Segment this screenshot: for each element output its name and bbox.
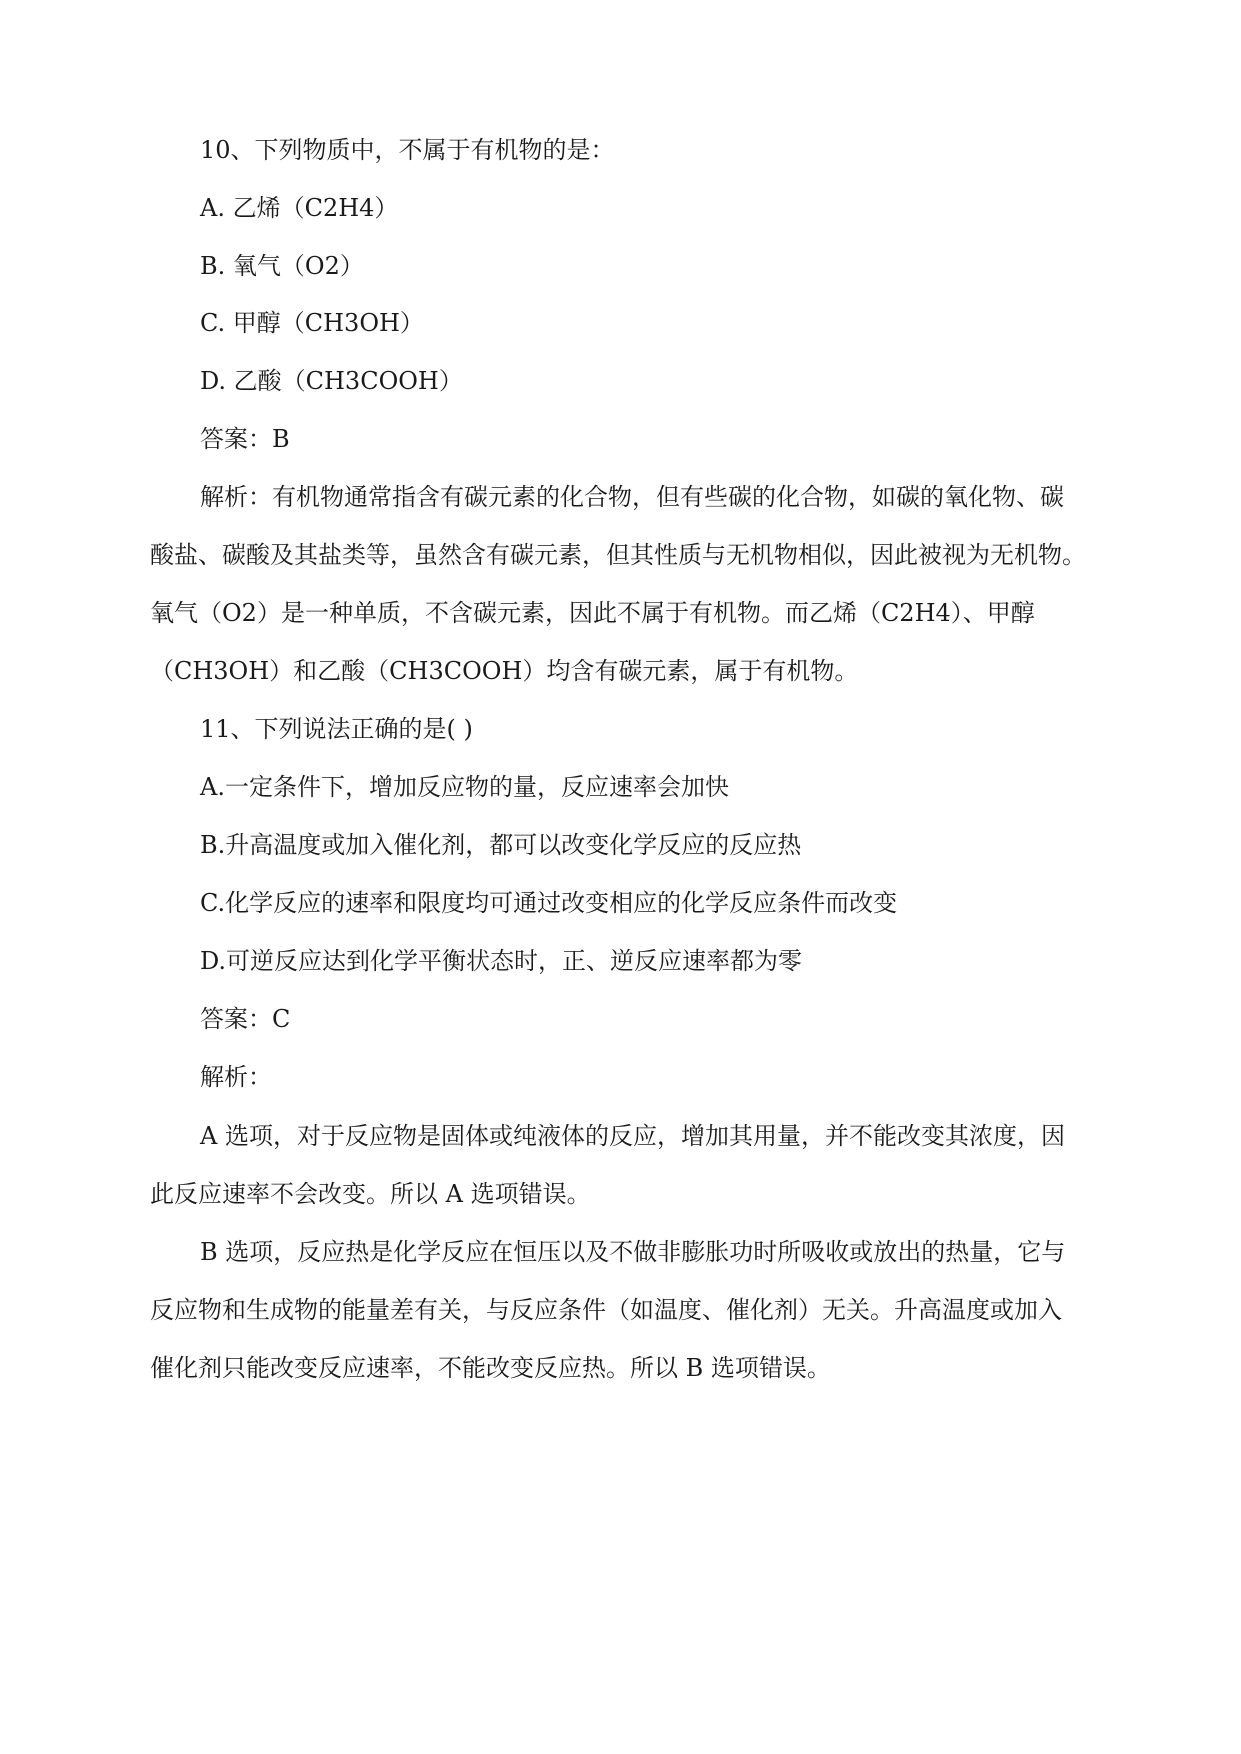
q11-para-a-line-1: A 选项，对于反应物是固体或纯液体的反应，增加其用量，并不能改变其浓度，因 [200,1122,1065,1150]
q10-analysis-line-1: 解析：有机物通常指含有碳元素的化合物，但有些碳的化合物，如碳的氧化物、碳 [200,483,1064,511]
q10-analysis-line-3: 氧气（O2）是一种单质，不含碳元素，因此不属于有机物。而乙烯（C2H4）、甲醇 [150,599,1035,627]
q11-option-b: B.升高温度或加入催化剂，都可以改变化学反应的反应热 [200,831,802,859]
q10-option-b: B. 氧气（O2） [200,252,364,280]
q10-option-a: A. 乙烯（C2H4） [200,194,399,222]
q10-answer: 答案：B [200,425,290,453]
q11-answer: 答案：C [200,1005,291,1033]
q11-option-a: A.一定条件下，增加反应物的量，反应速率会加快 [200,773,729,801]
q10-analysis-line-4: （CH3OH）和乙酸（CH3COOH）均含有碳元素，属于有机物。 [150,657,859,685]
q10-question: 10、下列物质中，不属于有机物的是： [200,136,615,164]
q11-option-c: C.化学反应的速率和限度均可通过改变相应的化学反应条件而改变 [200,889,898,917]
q11-para-a-line-2: 此反应速率不会改变。所以 A 选项错误。 [150,1180,591,1208]
q11-analysis-label: 解析： [200,1063,272,1091]
q11-option-d: D.可逆反应达到化学平衡状态时，正、逆反应速率都为零 [200,947,803,975]
q11-question: 11、下列说法正确的是( ) [200,715,473,743]
q10-option-c: C. 甲醇（CH3OH） [200,309,424,337]
q10-option-d: D. 乙酸（CH3COOH） [200,367,463,395]
q11-para-b-line-2: 反应物和生成物的能量差有关，与反应条件（如温度、催化剂）无关。升高温度或加入 [150,1296,1062,1324]
q11-para-b-line-1: B 选项，反应热是化学反应在恒压以及不做非膨胀功时所吸收或放出的热量，它与 [200,1238,1066,1266]
q11-para-b-line-3: 催化剂只能改变反应速率，不能改变反应热。所以 B 选项错误。 [150,1354,831,1382]
q10-analysis-line-2: 酸盐、碳酸及其盐类等，虽然含有碳元素，但其性质与无机物相似，因此被视为无机物。 [150,541,1086,569]
